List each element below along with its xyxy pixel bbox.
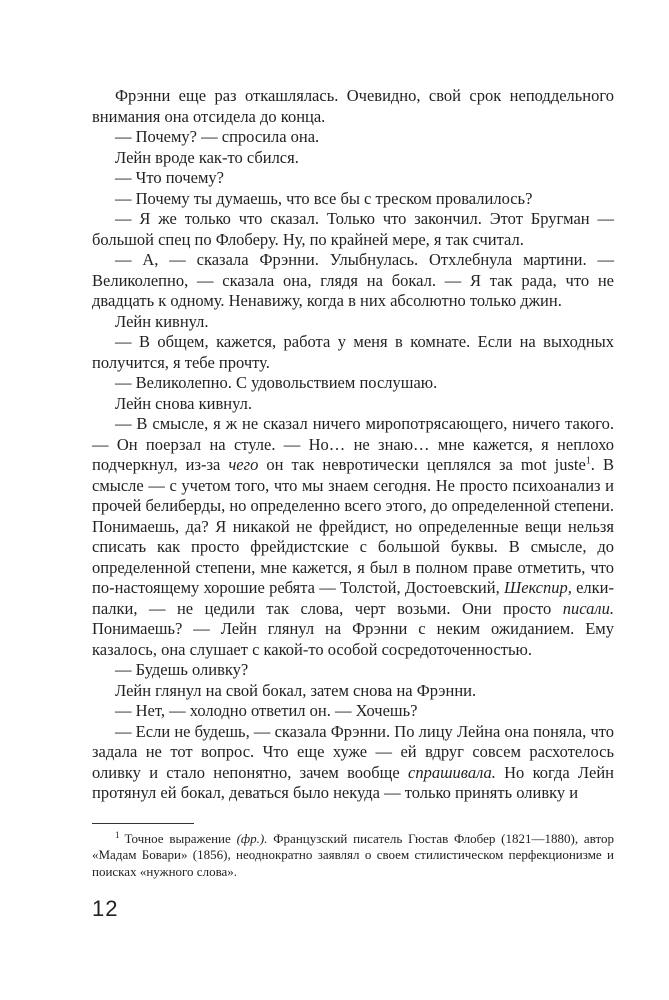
text-segment: — Почему ты думаешь, что все бы с треском провалилось? — [115, 188, 533, 208]
paragraph — [92, 189, 614, 210]
italic-text: чего — [228, 455, 259, 474]
main-text — [92, 86, 614, 804]
text-segment: — Если не будешь, — сказала Фрэнни. По лицу Лейна она поняла, что задала не тот вопрос. Что еще хуже — ей вдруг совсем расхотелось оливку и стало непонятно, зачем вообще — [92, 721, 614, 782]
text-segment: — В общем, кажется, работа у меня в комнате. Если на выходных получится, я тебе прочту. — [92, 332, 614, 372]
text-segment: — А, — сказала Фрэнни. Улыбнулась. Отхлебнула мартини. — Великолепно, — сказала она, глядя на бокал. — Я так рада, что не двадцать к одному. Ненавижу, когда в них абсолютно только джин. — [92, 250, 614, 310]
text-segment: Понимаешь? — Лейн глянул на Фрэнни с неким ожиданием. Ему казалось, она слушает с какой-то особой сосредоточенностью. — [92, 619, 614, 659]
footnote-separator — [92, 823, 194, 824]
page-number: 12 — [92, 896, 119, 921]
text-segment: Но когда Лейн протянул ей бокал, деваться было некуда — только принять оливку и — [92, 762, 614, 802]
italic-text: Шекспир, — [504, 578, 572, 597]
italic-text: писали. — [562, 598, 614, 618]
italic-text: (фр.). — [236, 831, 268, 846]
paragraph — [92, 312, 614, 333]
paragraph — [92, 681, 614, 702]
paragraph — [92, 209, 614, 250]
text-segment: Лейн глянул на свой бокал, затем снова на Фрэнни. — [115, 680, 477, 700]
text-segment: Лейн снова кивнул. — [115, 393, 252, 413]
text-segment: — Почему? — спросила она. — [115, 127, 320, 146]
paragraph — [92, 722, 614, 804]
text-segment: . В смысле — с учетом того, что мы знаем сегодня. Не просто психоанализ и прочей белиберды, но определенно всего этого, до определенной степени. Понимаешь, да? Я никакой не фрейдист, но определенные вещи нельзя списать как просто фрейдистские с большой буквы. В смысле, до определенной степени, мне кажется, я был в полном праве отметить, что по-настоящему хорошие ребята — Толстой, Достоевский, — [92, 455, 614, 597]
paragraph — [92, 373, 614, 394]
text-segment: он так невротически цеплялся за mot juste — [258, 455, 586, 474]
paragraph — [92, 394, 614, 415]
footnotes — [92, 831, 614, 880]
paragraph — [92, 148, 614, 169]
paragraph — [92, 701, 614, 722]
paragraph — [92, 127, 614, 148]
text-segment: елки-палки, — не цедили так слова, черт возьми. Они просто — [92, 578, 614, 618]
text-segment: Фрэнни еще раз откашлялась. Очевидно, свой срок неподдельного внимания она отсидела до конца. — [92, 86, 614, 126]
text-segment: Лейн вроде как-то сбился. — [115, 147, 299, 167]
paragraph — [92, 660, 614, 681]
text-segment: — Нет, — холодно ответил он. — Хочешь? — [115, 701, 418, 720]
text-segment: Лейн кивнул. — [115, 311, 209, 331]
paragraph — [92, 414, 614, 660]
footnote-mark: 1 — [115, 829, 120, 840]
text-segment: Точное выражение — [124, 831, 237, 846]
text-segment: — Будешь оливку? — [115, 660, 249, 679]
paragraph — [92, 332, 614, 373]
paragraph — [92, 250, 614, 312]
footnote — [92, 831, 614, 880]
text-segment: — Я же только что сказал. Только что закончил. Этот Бругман — большой спец по Флоберу. Ну, по крайней мере, я так считал. — [92, 209, 614, 249]
text-segment: — В смысле, я ж не сказал ничего миропотрясающего, ничего такого. — Он поерзал на стуле. — Но… не знаю… мне кажется, я неплохо подчеркнул, из-за — [92, 414, 614, 474]
text-segment: Французский писатель Гюстав Флобер (1821—1880), автор «Мадам Бовари» (1856), неоднократно заявлял о своем стилистическом перфекционизме и поисках «нужного слова». — [92, 831, 614, 879]
italic-text: спрашивала. — [408, 762, 496, 782]
paragraph — [92, 86, 614, 127]
footnote-reference: 1 — [585, 455, 591, 467]
paragraph — [92, 168, 614, 189]
text-segment: — Великолепно. С удовольствием послушаю. — [115, 373, 438, 392]
text-segment: — Что почему? — [115, 168, 225, 187]
